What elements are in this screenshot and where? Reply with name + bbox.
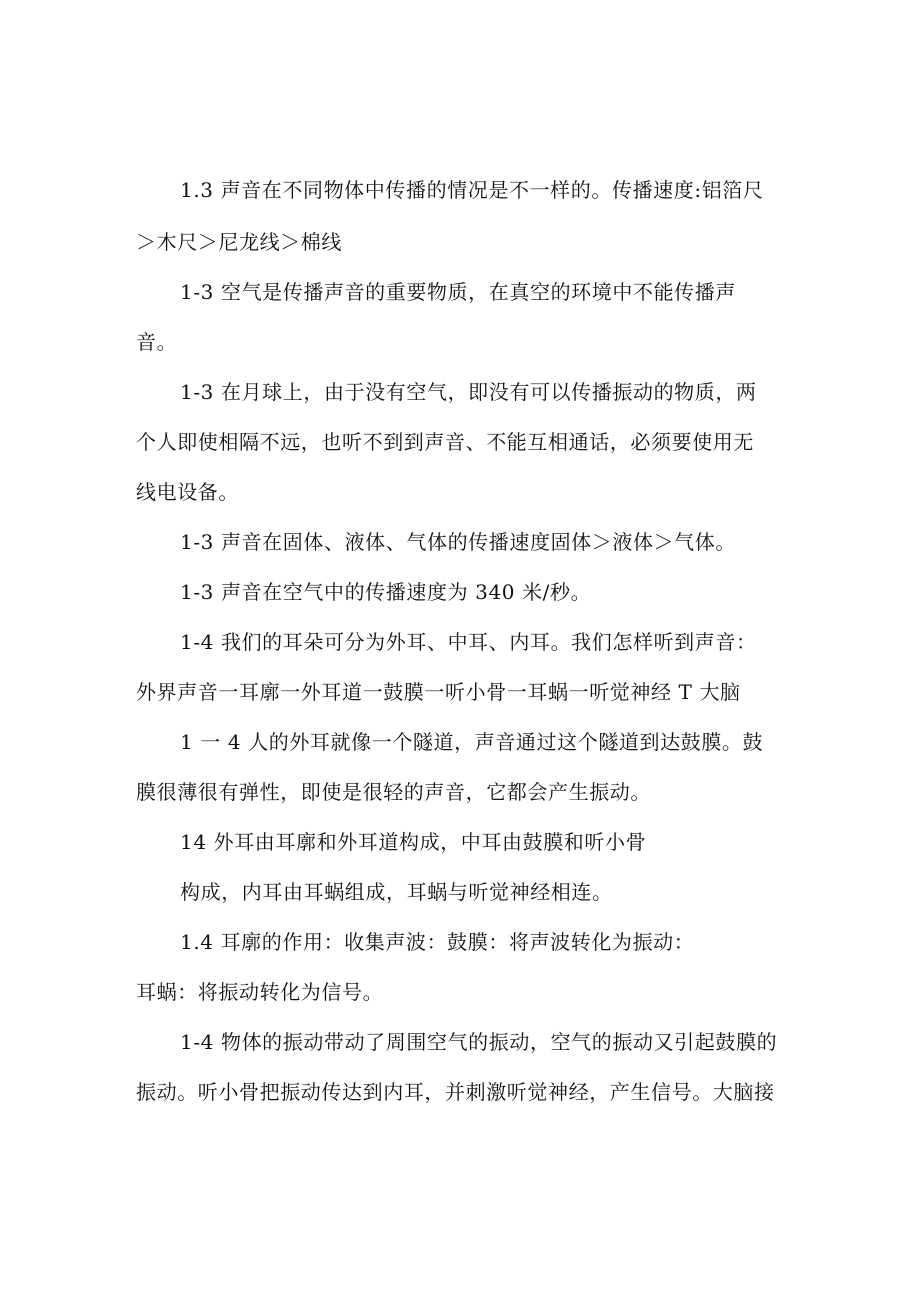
text-line: 1-3 声音在空气中的传播速度为 340 米/秒。 [180, 580, 592, 604]
text-line: 振动。听小骨把振动传达到内耳，并刺激听觉神经，产生信号。大脑接 [136, 1080, 775, 1104]
text-line: 1-3 在月球上，由于没有空气，即没有可以传播振动的物质，两 [180, 380, 757, 404]
text-line: 1.4 耳廓的作用：收集声波：鼓膜：将声波转化为振动： [180, 930, 695, 954]
text-line: 1-4 物体的振动带动了周围空气的振动，空气的振动又引起鼓膜的 [180, 1030, 778, 1054]
text-line: 个人即使相隔不远，也听不到到声音、不能互相通话，必须要使用无 [136, 430, 754, 454]
text-line: 14 外耳由耳廓和外耳道构成，中耳由鼓膜和听小骨 [180, 830, 647, 854]
text-line: 1-4 我们的耳朵可分为外耳、中耳、内耳。我们怎样听到声音： [180, 630, 757, 654]
text-line: 构成，内耳由耳蜗组成，耳蜗与听觉神经相连。 [180, 880, 613, 904]
text-line: 音。 [136, 330, 178, 354]
text-line: 耳蜗：将振动转化为信号。 [136, 980, 384, 1004]
text-line: 1.3 声音在不同物体中传播的情况是不一样的。传播速度:铝箔尺 [180, 178, 764, 202]
text-line: ＞木尺＞尼龙线＞棉线 [136, 230, 342, 254]
text-line: 1 一 4 人的外耳就像一个隧道，声音通过这个隧道到达鼓膜。鼓 [180, 730, 764, 754]
text-line: 外界声音一耳廓一外耳道一鼓膜一听小骨一耳蜗一听觉神经 T 大脑 [136, 680, 741, 704]
text-line: 1-3 声音在固体、液体、气体的传播速度固体＞液体＞气体。 [180, 530, 736, 554]
text-line: 线电设备。 [136, 480, 239, 504]
text-line: 1-3 空气是传播声音的重要物质，在真空的环境中不能传播声 [180, 280, 736, 304]
text-line: 膜很薄很有弹性，即使是很轻的声音，它都会产生振动。 [136, 780, 651, 804]
